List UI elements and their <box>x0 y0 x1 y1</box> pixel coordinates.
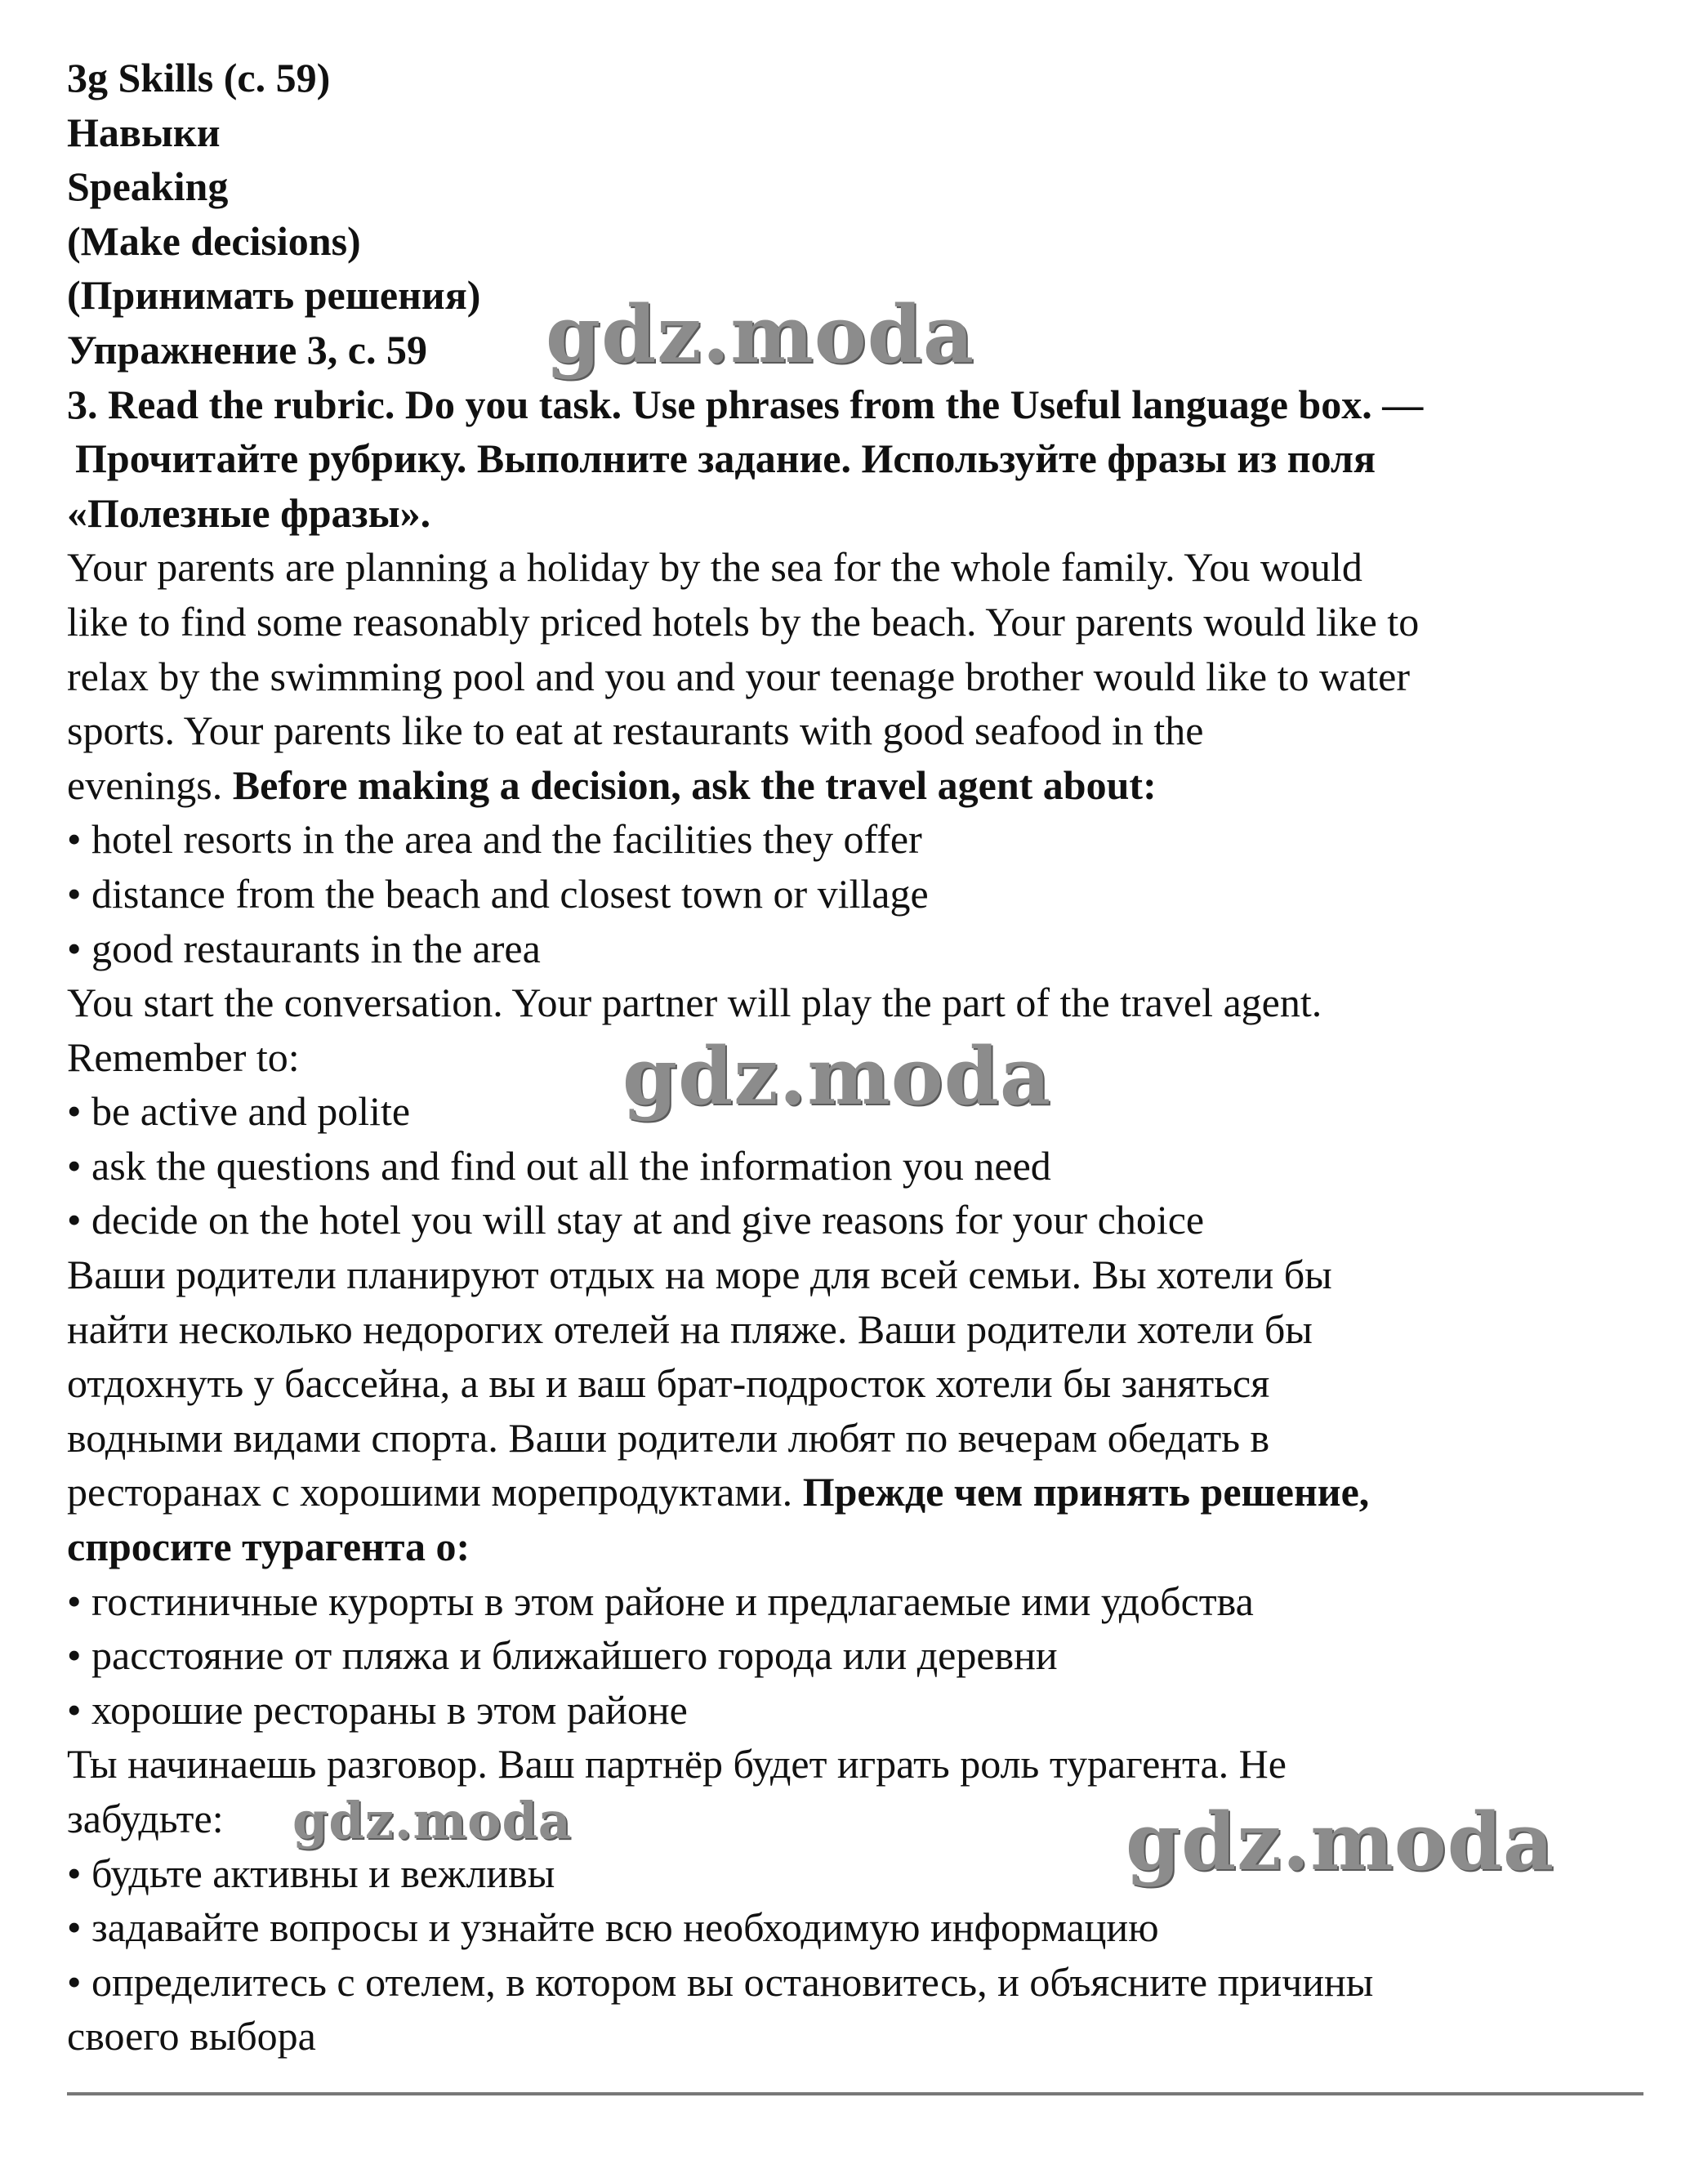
page-title-ru: Навыки <box>67 109 221 155</box>
english-paragraph-line: sports. Your parents like to eat at restaurants with good seafood in the <box>67 707 1204 754</box>
task-instruction-ru-2: «Полезные фразы». <box>67 489 431 536</box>
russian-paragraph-end: ресторанах с хорошими морепродуктами. <box>67 1469 793 1515</box>
watermark-logo: gdz.moda <box>292 1791 572 1850</box>
russian-paragraph-line: водными видами спорта. Ваши родители любят по вечерам обедать в <box>67 1414 1270 1461</box>
russian-bullet: • расстояние от пляжа и ближайшего города или деревни <box>67 1632 1058 1679</box>
english-remember-line: Remember to: <box>67 1033 300 1080</box>
russian-remember-bullet: • будьте активны и вежливы <box>67 1850 555 1896</box>
english-paragraph-line: like to find some reasonably priced hotels by the beach. Your parents would like to <box>67 598 1420 645</box>
russian-remember-bullet: • задавайте вопросы и узнайте всю необходимую информацию <box>67 1904 1159 1951</box>
english-ask-bold: Before making a decision, ask the travel agent about: <box>232 761 1157 808</box>
english-bullet: • good restaurants in the area <box>67 925 541 971</box>
bottom-divider <box>67 2092 1643 2095</box>
english-start-line: You start the conversation. Your partner will play the part of the travel agent. <box>67 980 1322 1026</box>
task-instruction-ru-1: Прочитайте рубрику. Выполните задание. Используйте фразы из поля <box>75 435 1376 482</box>
russian-paragraph-line: отдохнуть у бассейна, а вы и ваш брат-подросток хотели бы заняться <box>67 1360 1270 1407</box>
english-remember-bullet: • ask the questions and find out all the information you need <box>67 1142 1051 1189</box>
russian-start-line: Ты начинаешь разговор. Ваш партнёр будет играть роль турагента. Не <box>67 1741 1287 1787</box>
english-paragraph-last-line <box>67 758 1643 813</box>
document-page <box>67 51 1643 2064</box>
watermark-logo: gdz.moda <box>1126 1796 1555 1888</box>
english-paragraph-line: relax by the swimming pool and you and your teenage brother would like to water <box>67 653 1411 699</box>
section-heading: Speaking <box>67 163 229 210</box>
russian-remember-bullet: • определитесь с отелем, в котором вы остановитесь, и объясните причины <box>67 1958 1374 2005</box>
russian-ask-bold-2: спросите турагента о: <box>67 1524 470 1570</box>
russian-paragraph-line: Ваши родители планируют отдых на море для всей семьи. Вы хотели бы <box>67 1252 1332 1298</box>
watermark-logo: gdz.moda <box>546 288 975 381</box>
russian-bullet: • гостиничные курорты в этом районе и предлагаемые ими удобства <box>67 1578 1254 1624</box>
english-remember-bullet: • decide on the hotel you will stay at and give reasons for your choice <box>67 1197 1205 1243</box>
russian-remember-line: забудьте: <box>67 1796 224 1841</box>
english-bullet: • hotel resorts in the area and the facilities they offer <box>67 816 922 863</box>
russian-paragraph-line: найти несколько недорогих отелей на пляже. Ваши родители хотели бы <box>67 1305 1313 1352</box>
russian-last-line: своего выбора <box>67 2013 316 2060</box>
russian-ask-bold-1: Прежде чем принять решение, <box>802 1469 1370 1515</box>
page-title: 3g Skills (с. 59) <box>67 55 331 100</box>
subsection-heading-ru: (Принимать решения) <box>67 272 481 319</box>
english-paragraph-line: Your parents are planning a holiday by the sea for the whole family. You would <box>67 544 1362 591</box>
english-bullet: • distance from the beach and closest town or village <box>67 870 929 917</box>
subsection-heading: (Make decisions) <box>67 217 361 264</box>
watermark-logo: gdz.moda <box>622 1030 1052 1122</box>
russian-paragraph-last-line <box>67 1465 1643 1520</box>
task-instruction-en: 3. Read the rubric. Do you task. Use phrases from the Useful language box. — <box>67 381 1424 427</box>
russian-bullet: • хорошие рестораны в этом районе <box>67 1686 688 1733</box>
english-remember-bullet: • be active and polite <box>67 1088 411 1135</box>
exercise-heading: Упражнение 3, с. 59 <box>67 326 427 373</box>
english-paragraph-end: evenings. <box>67 761 223 808</box>
